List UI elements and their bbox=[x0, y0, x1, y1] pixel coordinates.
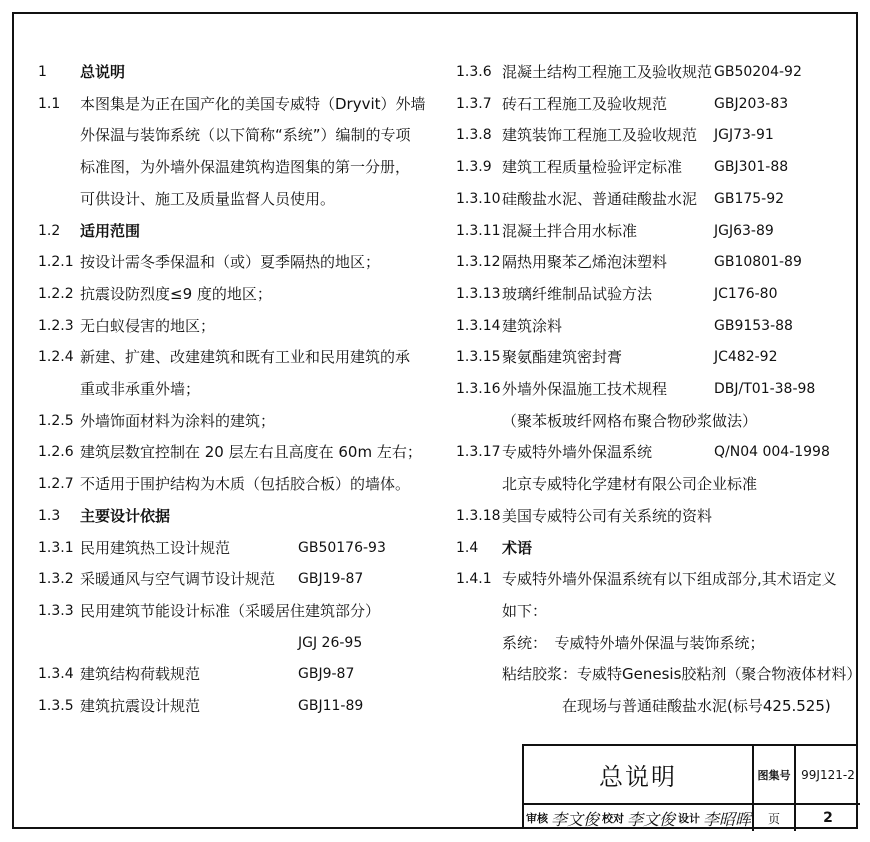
standard-code: GBJ19-87 bbox=[298, 571, 364, 588]
clause-number: 1.3.2 bbox=[38, 571, 74, 588]
clause-text: 混凝土结构工程施工及验收规范 bbox=[502, 63, 713, 81]
clause-number: 1.3.6 bbox=[456, 64, 492, 80]
atlas-number: 99J121-2 bbox=[801, 767, 855, 782]
standard-code: GB10801-89 bbox=[714, 254, 802, 271]
clause-text: 混凝土拌合用水标准 bbox=[502, 221, 638, 240]
clause-text: 北京专威特化学建材有限公司企业标准 bbox=[502, 475, 758, 494]
clause-number: 1.4 bbox=[456, 539, 479, 556]
clause-number: 1.3.8 bbox=[456, 127, 492, 144]
clause-number: 1.3.10 bbox=[456, 190, 501, 207]
clause-text: 标准图，为外墙外保温建筑构造图集的第一分册， bbox=[80, 158, 411, 177]
page-number: 2 bbox=[823, 810, 833, 826]
clause-text: 粘结胶浆：专威特Genesis胶粘剂（聚合物液体材料） bbox=[502, 665, 862, 684]
drawing-title: 总说明 bbox=[599, 763, 677, 791]
clause-number: 1.3.15 bbox=[456, 349, 501, 366]
clause-number: 1.3.14 bbox=[456, 317, 501, 334]
standard-code: GBJ301-88 bbox=[714, 159, 789, 176]
checker-signature: 李文俊 bbox=[626, 809, 675, 829]
section-heading: 术语 bbox=[502, 538, 533, 557]
standard-code: GB50204-92 bbox=[714, 64, 802, 80]
clause-text: 建筑装饰工程施工及验收规范 bbox=[502, 126, 698, 145]
clause-text: 聚氨酯建筑密封膏 bbox=[502, 348, 623, 367]
clause-text: 本图集是为正在国产化的美国专威特（Dryvit）外墙 bbox=[80, 94, 426, 113]
clause-text: 硅酸盐水泥、普通硅酸盐水泥 bbox=[502, 189, 698, 208]
standard-code: GBJ203-83 bbox=[714, 95, 789, 112]
standard-code: JGJ73-91 bbox=[714, 127, 774, 144]
clause-text: 不适用于围护结构为木质（包括胶合板）的墙体。 bbox=[80, 475, 411, 494]
clause-number: 1.2 bbox=[38, 222, 61, 239]
clause-number: 1.3.9 bbox=[456, 159, 492, 176]
title-block bbox=[522, 744, 858, 829]
standard-code: GBJ9-87 bbox=[298, 666, 355, 683]
clause-number: 1 bbox=[38, 64, 47, 80]
section-heading: 主要设计依据 bbox=[80, 506, 171, 525]
page-label: 页 bbox=[767, 811, 780, 826]
design-label: 设计 bbox=[678, 812, 700, 825]
clause-number: 1.3.13 bbox=[456, 285, 501, 302]
standard-code: JGJ 26-95 bbox=[298, 634, 363, 651]
clause-text: 重或非承重外墙； bbox=[80, 380, 201, 398]
clause-number: 1.3.7 bbox=[456, 95, 492, 112]
clause-text: 外墙外保温施工技术规程 bbox=[502, 380, 668, 398]
clause-text: 新建、扩建、改建建筑和既有工业和民用建筑的承 bbox=[80, 348, 411, 367]
clause-number: 1.4.1 bbox=[456, 571, 492, 588]
standard-code: GB9153-88 bbox=[714, 317, 793, 334]
clause-number: 1.2.6 bbox=[38, 444, 74, 461]
standard-code: JC482-92 bbox=[714, 349, 778, 366]
clause-number: 1.3.12 bbox=[456, 254, 501, 271]
clause-number: 1.2.5 bbox=[38, 412, 74, 429]
clause-text: 抗震设防烈度≤9 度的地区； bbox=[80, 284, 272, 303]
clause-number: 1.3.11 bbox=[456, 222, 501, 239]
clause-text: 美国专威特公司有关系统的资料 bbox=[502, 506, 713, 525]
clause-text: 建筑层数宜控制在 20 层左右且高度在 60m 左右； bbox=[80, 443, 422, 462]
clause-number: 1.3.3 bbox=[38, 602, 74, 619]
clause-number: 1.2.3 bbox=[38, 317, 74, 334]
clause-text: 采暖通风与空气调节设计规范 bbox=[80, 570, 276, 589]
clause-text: 建筑工程质量检验评定标准 bbox=[502, 158, 683, 177]
clause-number: 1.2.4 bbox=[38, 349, 74, 366]
clause-text: 民用建筑节能设计标准（采暖居住建筑部分） bbox=[80, 601, 381, 620]
clause-number: 1.3 bbox=[38, 507, 61, 524]
clause-text: 系统： 专威特外墙外保温与装饰系统； bbox=[502, 633, 765, 652]
standard-code: GB50176-93 bbox=[298, 539, 386, 556]
clause-number: 1.1 bbox=[38, 95, 61, 112]
clause-text: 专威特外墙外保温系统 bbox=[502, 443, 653, 462]
standard-code: JGJ63-89 bbox=[714, 222, 774, 239]
clause-text: 建筑抗震设计规范 bbox=[80, 697, 201, 715]
clause-text: 无白蚁侵害的地区； bbox=[80, 316, 216, 335]
clause-text: 建筑涂料 bbox=[502, 316, 563, 335]
clause-text: 专威特外墙外保温系统有以下组成部分,其术语定义 bbox=[502, 570, 837, 589]
standard-code: DBJ/T01-38-98 bbox=[714, 381, 816, 397]
standard-code: JC176-80 bbox=[714, 285, 778, 302]
designer-signature: 李昭晖 bbox=[702, 809, 751, 829]
clause-text: （聚苯板玻纤网格布聚合物砂浆做法） bbox=[502, 411, 758, 430]
clause-number: 1.3.16 bbox=[456, 381, 501, 397]
clause-number: 1.2.7 bbox=[38, 476, 74, 493]
clause-number: 1.2.2 bbox=[38, 285, 74, 302]
standard-code: GBJ11-89 bbox=[298, 698, 364, 714]
clause-text: 外墙饰面材料为涂料的建筑； bbox=[80, 411, 276, 430]
standard-code: Q/N04 004-1998 bbox=[714, 444, 830, 461]
section-heading: 总说明 bbox=[80, 63, 126, 81]
clause-number: 1.3.4 bbox=[38, 666, 74, 683]
clause-text: 建筑结构荷载规范 bbox=[80, 665, 201, 684]
reviewer-signature: 李文俊 bbox=[550, 809, 599, 829]
clause-number: 1.3.17 bbox=[456, 444, 501, 461]
clause-text: 如下： bbox=[502, 601, 548, 620]
clause-text: 隔热用聚苯乙烯泡沫塑料 bbox=[502, 253, 668, 272]
clause-number: 1.3.1 bbox=[38, 539, 74, 556]
review-label: 审核 bbox=[526, 812, 548, 825]
clause-number: 1.2.1 bbox=[38, 254, 74, 271]
clause-text: 玻璃纤维制品试验方法 bbox=[502, 284, 653, 303]
clause-number: 1.3.18 bbox=[456, 507, 501, 524]
clause-text: 砖石工程施工及验收规范 bbox=[502, 94, 668, 113]
standard-code: GB175-92 bbox=[714, 190, 785, 207]
clause-text: 外保温与装饰系统（以下简称“系统”）编制的专项 bbox=[80, 126, 411, 145]
section-heading: 适用范围 bbox=[80, 221, 141, 240]
check-label: 校对 bbox=[602, 812, 624, 825]
clause-text: 按设计需冬季保温和（或）夏季隔热的地区； bbox=[80, 253, 381, 272]
clause-text: 可供设计、施工及质量监督人员使用。 bbox=[80, 189, 336, 208]
clause-text: 在现场与普通硅酸盐水泥(标号425.525) bbox=[502, 697, 831, 715]
atlas-number-label: 图集号 bbox=[757, 768, 791, 782]
clause-text: 民用建筑热工设计规范 bbox=[80, 538, 231, 557]
clause-number: 1.3.5 bbox=[38, 698, 74, 714]
